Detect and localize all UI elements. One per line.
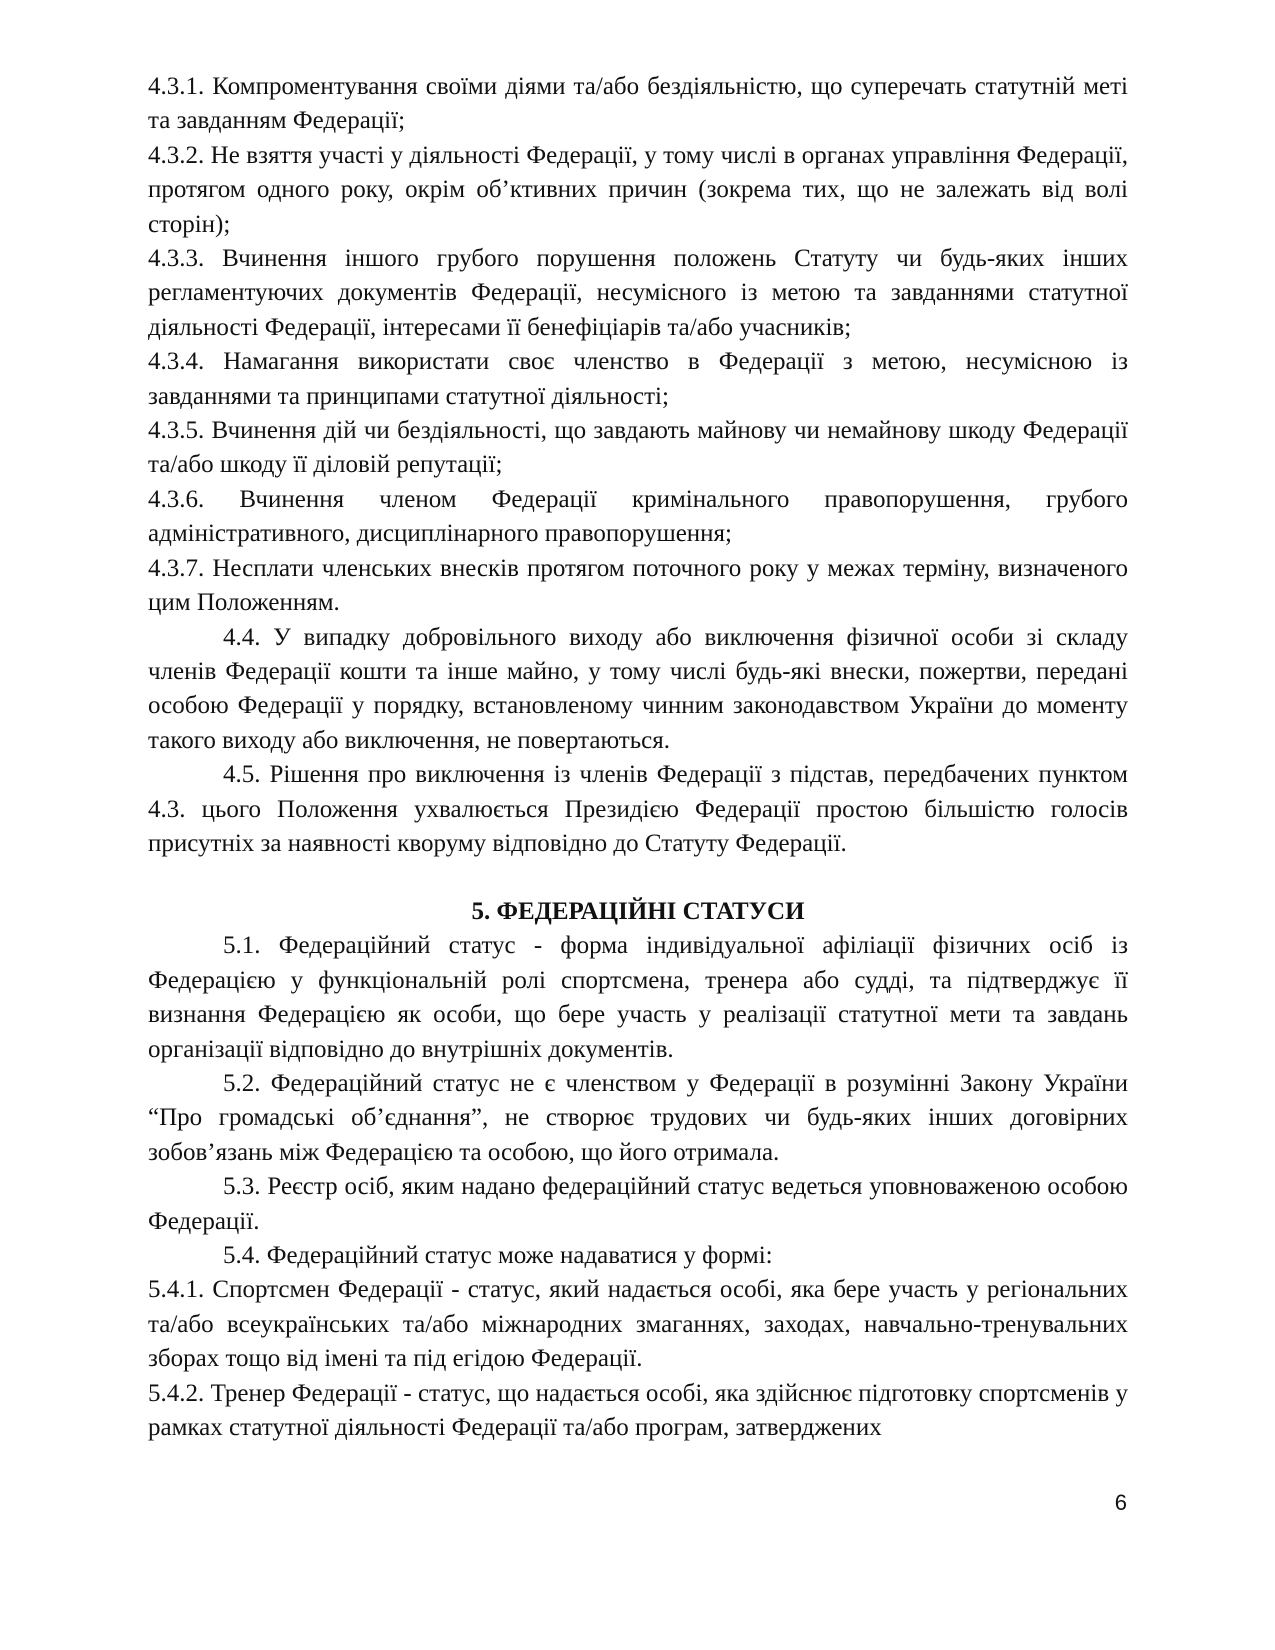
clause-5-2: 5.2. Федераційний статус не є членством у Федерації в розумінні Закону України “Про громадські об’єднання”, не створює трудових чи будь-яких інших договірних зобов’язань між Федерацією та особою, що його отримала. <box>148 1069 1128 1166</box>
section-heading: 5. ФЕДЕРАЦІЙНІ СТАТУСИ <box>471 898 805 926</box>
clause-4-3-1: 4.3.1. Компроментування своїми діями та/або бездіяльністю, що суперечать статутній меті та завданням Федерації; <box>148 73 1128 135</box>
page-number: 6 <box>1114 1490 1127 1515</box>
clause-4-5: 4.5. Рішення про виключення із членів Федерації з підстав, передбачених пунктом 4.3. цього Положення ухвалюється Президією Федерації простою більшістю голосів присутніх за наявності кворуму відповідно до Статуту Федерації. <box>148 761 1128 857</box>
clause-4-4: 4.4. У випадку добровільного виходу або виключення фізичної особи зі складу членів Федерації кошти та інше майно, у тому числі будь-які внески, пожертви, передані особою Федерації у порядку, встановленому чинним законодавством України до моменту такого виходу або виключення, не повертаються. <box>148 623 1128 754</box>
clause-4-3-2: 4.3.2. Не взяття участі у діяльності Федерації, у тому числі в органах управління Федерації, протягом одного року, окрім об’ктивних причин (зокрема тих, що не залежать від волі сторін); <box>148 141 1128 238</box>
clause-5-4: 5.4. Федераційний статус може надаватися у формі: <box>223 1242 773 1269</box>
clause-4-3-4: 4.3.4. Намагання використати своє членство в Федерації з метою, несумісною із завданнями та принципами статутної діяльності; <box>148 348 1128 410</box>
document-page <box>148 70 1128 1445</box>
clause-5-1: 5.1. Федераційний статус - форма індивідуальної афіліації фізичних осіб із Федерацією у функціональній ролі спортсмена, тренера або судді, та підтверджує її визнання Федерацією як особи, що бере участь у реалізації статутної мети та завдань організації відповідно до внутрішніх документів. <box>148 932 1128 1063</box>
clause-4-3-7: 4.3.7. Несплати членських внесків протягом поточного року у межах терміну, визначеного цим Положенням. <box>148 554 1128 617</box>
clause-4-3-3: 4.3.3. Вчинення іншого грубого порушення положень Статуту чи будь-яких інших регламентуючих документів Федерації, несумісного із метою та завданнями статутної діяльності Федерації, інтересами її бенефіціарів та/або учасників; <box>148 245 1128 341</box>
clause-4-3-6: 4.3.6. Вчинення членом Федерації кримінального правопорушення, грубого адміністративного, дисциплінарного правопорушення; <box>148 485 1128 548</box>
clause-5-4-1: 5.4.1. Спортсмен Федерації - статус, який надається особі, яка бере участь у регіональних та/або всеукраїнських та/або міжнародних змаганнях, заходах, навчально-тренувальних зборах тощо від імені та під егідою Федерації. <box>148 1276 1128 1373</box>
clause-4-3-5: 4.3.5. Вчинення дій чи бездіяльності, що завдають майнову чи немайнову шкоду Федерації та/або шкоду її діловій репутації; <box>148 417 1128 479</box>
clause-5-3: 5.3. Реєстр осіб, яким надано федераційний статус ведеться уповноваженою особою Федерації. <box>148 1173 1128 1235</box>
clause-5-4-2: 5.4.2. Тренер Федерації - статус, що надається особі, яка здійснює підготовку спортсменів у рамках статутної діяльності Федерації та/або програм, затверджених <box>148 1379 1128 1442</box>
